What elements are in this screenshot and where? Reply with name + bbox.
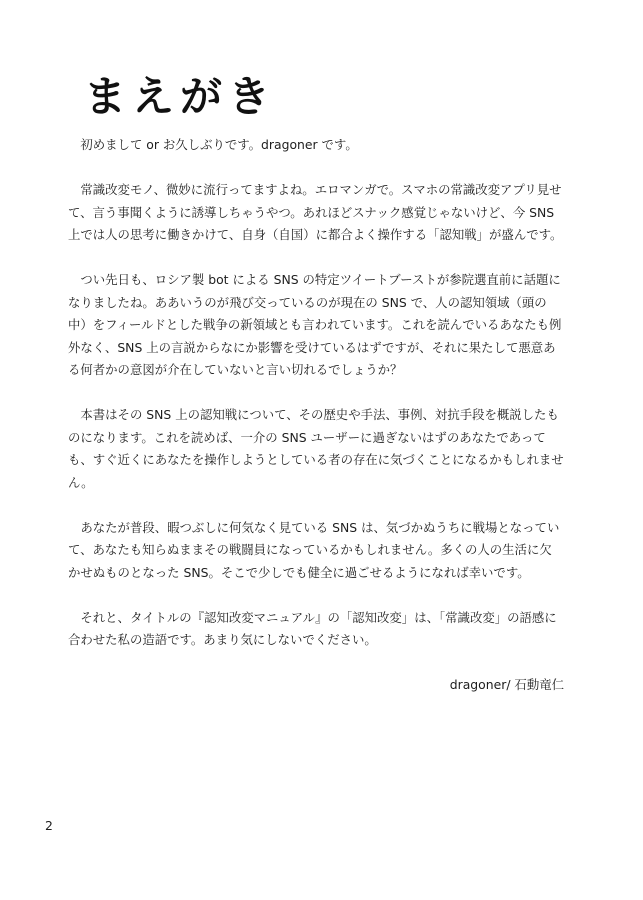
- paragraph: 常識改変モノ、微妙に流行ってますよね。エロマンガで。スマホの常識改変アプリ見せて、言う事聞くように誘導しちゃうやつ。あれほどスナック感覚じゃないけど、今 SNS 上では人の思考に働きかけて、自身（自国）に都合よく操作する「認知戦」が盛んです。: [68, 182, 563, 242]
- page-number: 2: [45, 818, 53, 833]
- paragraph: 初めまして or お久しぶりです。dragoner です。: [80, 137, 358, 152]
- author-signature: dragoner/ 石動竜仁: [449, 677, 564, 692]
- paragraph: あなたが普段、暇つぶしに何気なく見ている SNS は、気づかぬうちに戦場となっていて、あなたも知らぬままその戦闘員になっているかもしれません。多くの人の生活に欠かせぬものとなった SNS。そこで少しでも健全に過ごせるようになれば幸いです。: [68, 519, 560, 580]
- paragraph: 本書はその SNS 上の認知戦について、その歴史や手法、事例、対抗手段を概説したものになります。これを読めば、一介の SNS ユーザーに過ぎないはずのあなたであっても、すぐ近くにあなたを操作しようとしている者の存在に気づくことになるかもしれません。: [68, 407, 564, 490]
- paragraph: つい先日も、ロシア製 bot による SNS の特定ツイートブーストが参院選直前に話題になりましたね。ああいうのが飛び交っているのが現在の SNS で、人の認知領域（頭の中）をフィールドとした戦争の新領域とも言われています。これを読んでいるあなたも例外なく、SNS 上の言説からなにか影響を受けているはずですが、それに果たして悪意ある何者かの意図が介在していないと言い切れるでしょうか？: [68, 272, 562, 377]
- page-title: まえがき: [84, 72, 277, 121]
- paragraph: それと、タイトルの『認知改変マニュアル』の「認知改変」は、「常識改変」の語感に合わせた私の造語です。あまり気にしないでください。: [68, 609, 557, 647]
- preface-body: [68, 134, 564, 697]
